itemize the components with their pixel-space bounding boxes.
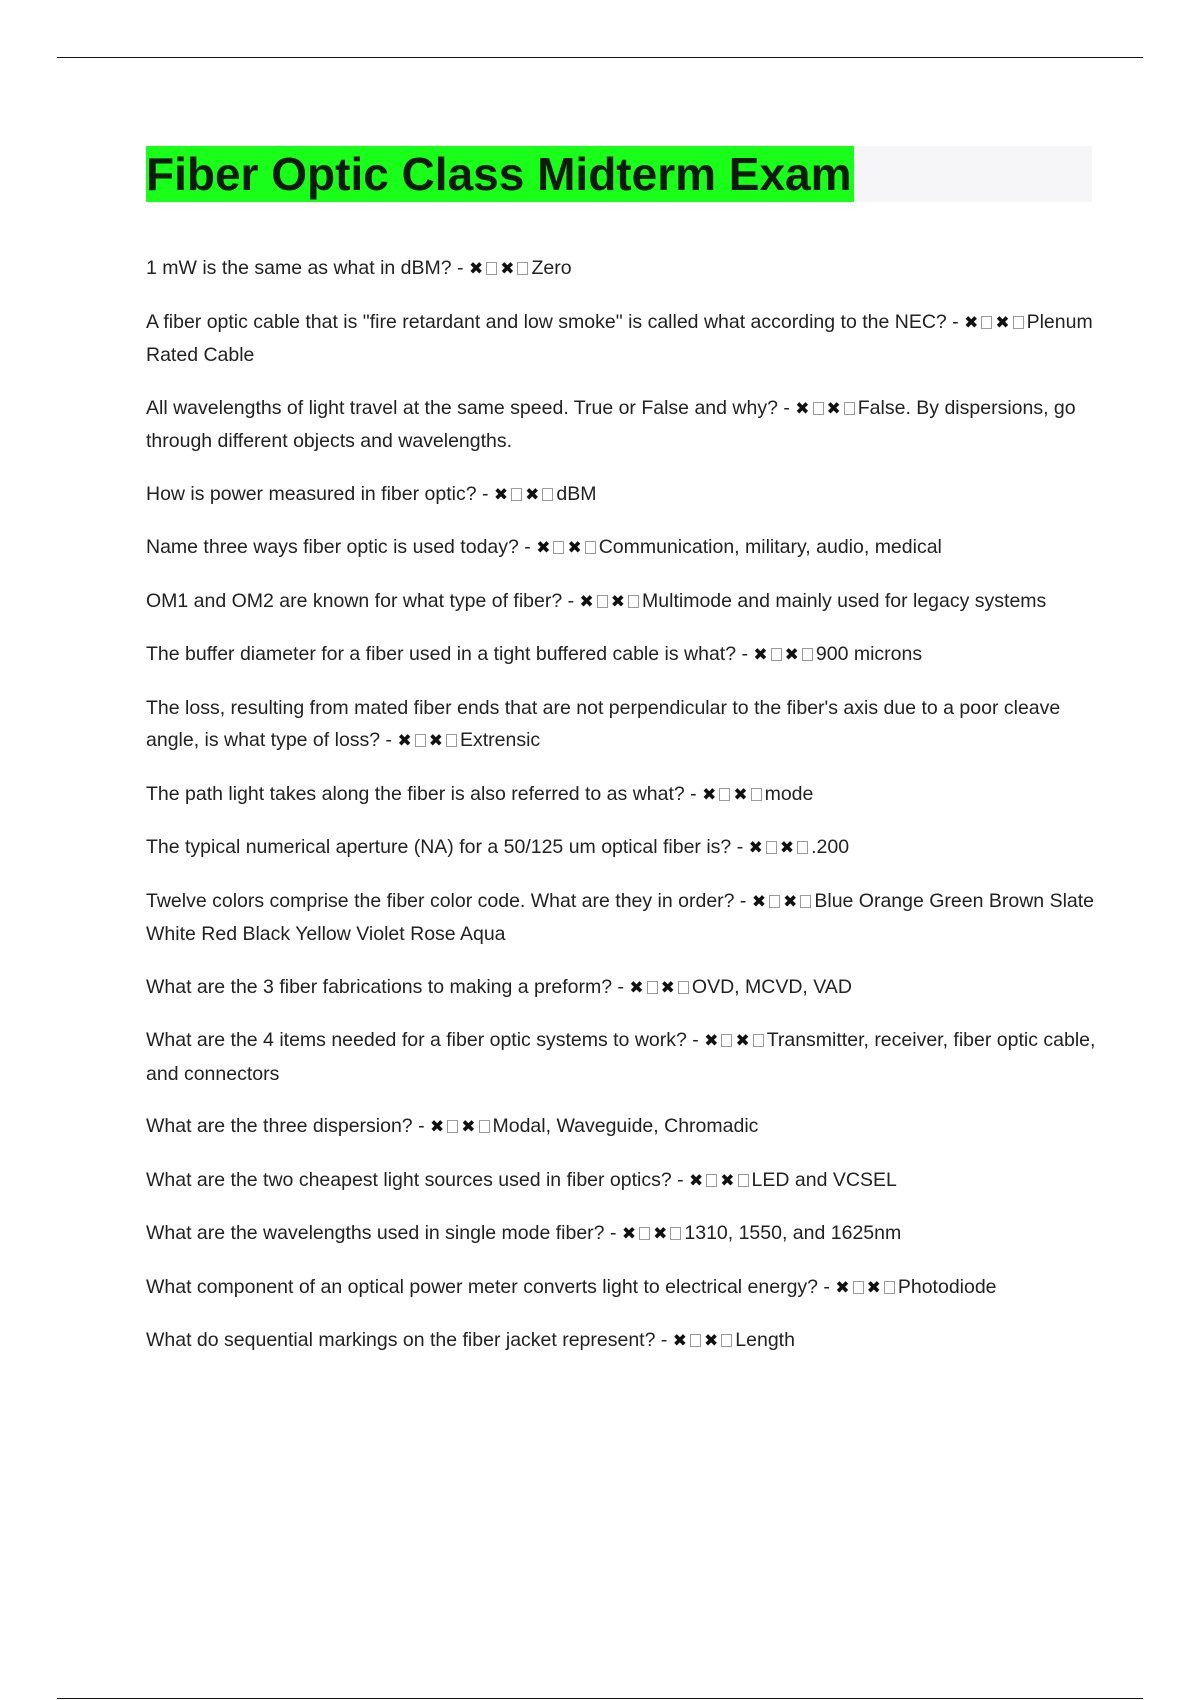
missing-glyph-box-icon: [447, 1120, 458, 1133]
question-text: The buffer diameter for a fiber used in a tight buffered cable is what?: [146, 643, 737, 665]
heavy-x-icon: ✖: [610, 591, 626, 612]
question-separator: -: [671, 1168, 690, 1191]
question-separator: -: [380, 729, 398, 751]
question-item: [146, 306, 1096, 372]
heavy-x-icon: ✖: [733, 784, 748, 805]
question-text: What are the wavelengths used in single mode fiber?: [146, 1222, 605, 1244]
question-item: [146, 692, 1096, 758]
question-text: 1 mW is the same as what in dBM?: [146, 257, 452, 279]
question-text: Twelve colors comprise the fiber color code. What are they in order?: [146, 889, 735, 912]
header-rule: [57, 57, 1143, 58]
missing-glyph-box-icon: [553, 541, 564, 554]
question-text: Name three ways fiber optic is used today?: [146, 536, 519, 558]
heavy-x-icon: ✖: [704, 1031, 719, 1051]
missing-glyph-box-icon: [678, 981, 689, 994]
question-text: The loss, resulting from mated fiber ends that are not perpendicular to the fiber's axis due to a poor cleave angle, is what type of loss?: [146, 696, 1061, 751]
question-text: What are the three dispersion?: [146, 1115, 413, 1137]
question-item: [146, 1164, 1096, 1198]
question-item: [146, 585, 1096, 619]
answer-text: OVD, MCVD, VAD: [691, 975, 852, 998]
answer-text: LED and VCSEL: [751, 1168, 897, 1191]
missing-glyph-box-icon: [479, 1120, 490, 1133]
question-text: The typical numerical aperture (NA) for a 50/125 um optical fiber is?: [146, 836, 732, 858]
heavy-x-icon: ✖: [660, 977, 675, 998]
heavy-x-icon: ✖: [995, 312, 1010, 333]
missing-glyph-box-icon: [813, 402, 824, 415]
missing-glyph-box-icon: [446, 734, 457, 747]
question-text: All wavelengths of light travel at the same speed. True or False and why?: [146, 396, 778, 419]
missing-glyph-box-icon: [766, 841, 777, 854]
answer-text: dBM: [556, 482, 597, 505]
missing-glyph-box-icon: [415, 734, 426, 747]
heavy-x-icon: ✖: [579, 591, 594, 612]
heavy-x-icon: ✖: [653, 1224, 668, 1244]
answer-text: False. By dispersions, go through different objects and wavelengths.: [146, 396, 1076, 452]
heavy-x-icon: ✖: [430, 1117, 445, 1137]
missing-glyph-box-icon: [771, 648, 782, 661]
question-item: [146, 971, 1096, 1005]
answer-text: Zero: [531, 257, 572, 279]
question-item: [146, 531, 1096, 565]
answer-text: Photodiode: [897, 1275, 997, 1298]
missing-glyph-box-icon: [542, 488, 553, 501]
heavy-x-icon: ✖: [964, 312, 979, 333]
question-separator: -: [604, 1222, 622, 1244]
heavy-x-icon: ✖: [672, 1331, 688, 1351]
heavy-x-icon: ✖: [536, 538, 551, 558]
question-separator: -: [655, 1329, 673, 1351]
question-separator: -: [412, 1115, 430, 1137]
question-text: What do sequential markings on the fiber jacket represent?: [146, 1329, 656, 1351]
missing-glyph-box-icon: [884, 1281, 895, 1294]
question-separator: -: [946, 310, 965, 333]
heavy-x-icon: ✖: [621, 1224, 637, 1244]
question-text: The path light takes along the fiber is also referred to as what?: [146, 782, 685, 805]
missing-glyph-box-icon: [769, 895, 780, 908]
question-item: [146, 1110, 1096, 1144]
heavy-x-icon: ✖: [689, 1170, 704, 1191]
question-text: How is power measured in fiber optic?: [146, 482, 477, 505]
heavy-x-icon: ✖: [428, 731, 443, 751]
question-item: [146, 392, 1096, 458]
question-item: [146, 1217, 1096, 1251]
question-text: What are the 4 items needed for a fiber optic systems to work?: [146, 1029, 687, 1051]
heavy-x-icon: ✖: [468, 259, 484, 279]
question-separator: -: [731, 836, 749, 858]
answer-text: Modal, Waveguide, Chromadic: [492, 1115, 759, 1137]
missing-glyph-box-icon: [802, 648, 813, 661]
question-separator: -: [612, 975, 630, 998]
missing-glyph-box-icon: [706, 1174, 717, 1187]
question-separator: -: [818, 1275, 836, 1298]
heavy-x-icon: ✖: [704, 1331, 719, 1351]
missing-glyph-box-icon: [721, 1334, 732, 1347]
heavy-x-icon: ✖: [748, 838, 763, 858]
heavy-x-icon: ✖: [835, 1277, 850, 1298]
missing-glyph-box-icon: [738, 1174, 749, 1187]
missing-glyph-box-icon: [844, 402, 855, 415]
heavy-x-icon: ✖: [826, 398, 841, 419]
question-item: [146, 478, 1096, 512]
question-item: [146, 831, 1096, 865]
heavy-x-icon: ✖: [779, 838, 795, 858]
question-separator: -: [451, 257, 469, 279]
missing-glyph-box-icon: [981, 316, 992, 329]
answer-text: .200: [811, 836, 850, 858]
question-separator: -: [777, 396, 796, 419]
missing-glyph-box-icon: [753, 1034, 764, 1047]
question-text: What are the 3 fiber fabrications to making a preform?: [146, 975, 613, 998]
heavy-x-icon: ✖: [629, 977, 644, 998]
heavy-x-icon: ✖: [461, 1117, 476, 1137]
missing-glyph-box-icon: [628, 595, 639, 608]
question-separator: -: [562, 589, 580, 612]
page-title: Fiber Optic Class Midterm Exam: [146, 148, 852, 200]
question-separator: -: [518, 536, 537, 558]
missing-glyph-box-icon: [853, 1281, 864, 1294]
heavy-x-icon: ✖: [525, 484, 540, 505]
missing-glyph-box-icon: [797, 841, 808, 854]
answer-text: Length: [735, 1329, 795, 1351]
heavy-x-icon: ✖: [500, 259, 515, 279]
heavy-x-icon: ✖: [753, 645, 768, 665]
missing-glyph-box-icon: [486, 262, 497, 275]
heavy-x-icon: ✖: [735, 1031, 750, 1051]
question-item: [146, 778, 1096, 812]
heavy-x-icon: ✖: [397, 731, 412, 751]
missing-glyph-box-icon: [751, 788, 762, 801]
missing-glyph-box-icon: [647, 981, 658, 994]
answer-text: Plenum Rated Cable: [146, 310, 1093, 366]
question-list: [146, 252, 1096, 1378]
answer-text: Communication, military, audio, medical: [598, 536, 942, 558]
missing-glyph-box-icon: [517, 262, 528, 275]
heavy-x-icon: ✖: [720, 1170, 735, 1191]
answer-text: Transmitter, receiver, fiber optic cable, and connectors: [146, 1029, 1096, 1085]
question-item: [146, 1271, 1096, 1305]
answer-text: Blue Orange Green Brown Slate White Red Black Yellow Violet Rose Aqua: [146, 889, 1095, 945]
question-separator: -: [736, 643, 754, 665]
question-item: [146, 1324, 1096, 1358]
answer-text: mode: [764, 782, 814, 805]
question-item: [146, 252, 1096, 286]
missing-glyph-box-icon: [639, 1227, 650, 1240]
missing-glyph-box-icon: [800, 895, 811, 908]
heavy-x-icon: ✖: [784, 645, 799, 665]
question-separator: -: [686, 1029, 705, 1051]
heavy-x-icon: ✖: [493, 484, 509, 505]
answer-text: 1310, 1550, and 1625nm: [684, 1222, 902, 1244]
question-text: OM1 and OM2 are known for what type of fiber?: [146, 589, 563, 612]
heavy-x-icon: ✖: [702, 784, 717, 805]
answer-text: 900 microns: [815, 643, 923, 665]
question-item: [146, 1024, 1096, 1090]
question-separator: -: [684, 782, 703, 805]
missing-glyph-box-icon: [597, 595, 608, 608]
missing-glyph-box-icon: [670, 1227, 681, 1240]
question-text: What component of an optical power meter converts light to electrical energy?: [146, 1275, 819, 1298]
question-separator: -: [476, 482, 494, 505]
heavy-x-icon: ✖: [795, 398, 810, 419]
footer-rule: [57, 1698, 1143, 1699]
answer-text: Extrensic: [459, 729, 541, 751]
missing-glyph-box-icon: [721, 1034, 732, 1047]
missing-glyph-box-icon: [1013, 316, 1024, 329]
question-item: [146, 885, 1096, 951]
question-item: [146, 638, 1096, 672]
missing-glyph-box-icon: [585, 541, 596, 554]
heavy-x-icon: ✖: [783, 891, 798, 912]
missing-glyph-box-icon: [690, 1334, 701, 1347]
heavy-x-icon: ✖: [567, 538, 582, 558]
heavy-x-icon: ✖: [866, 1277, 881, 1298]
question-separator: -: [734, 889, 752, 912]
question-text: What are the two cheapest light sources used in fiber optics?: [146, 1168, 672, 1191]
question-text: A fiber optic cable that is "fire retardant and low smoke" is called what according to the NEC?: [146, 310, 947, 333]
missing-glyph-box-icon: [719, 788, 730, 801]
heavy-x-icon: ✖: [751, 891, 767, 912]
missing-glyph-box-icon: [511, 488, 522, 501]
answer-text: Multimode and mainly used for legacy systems: [642, 589, 1047, 612]
